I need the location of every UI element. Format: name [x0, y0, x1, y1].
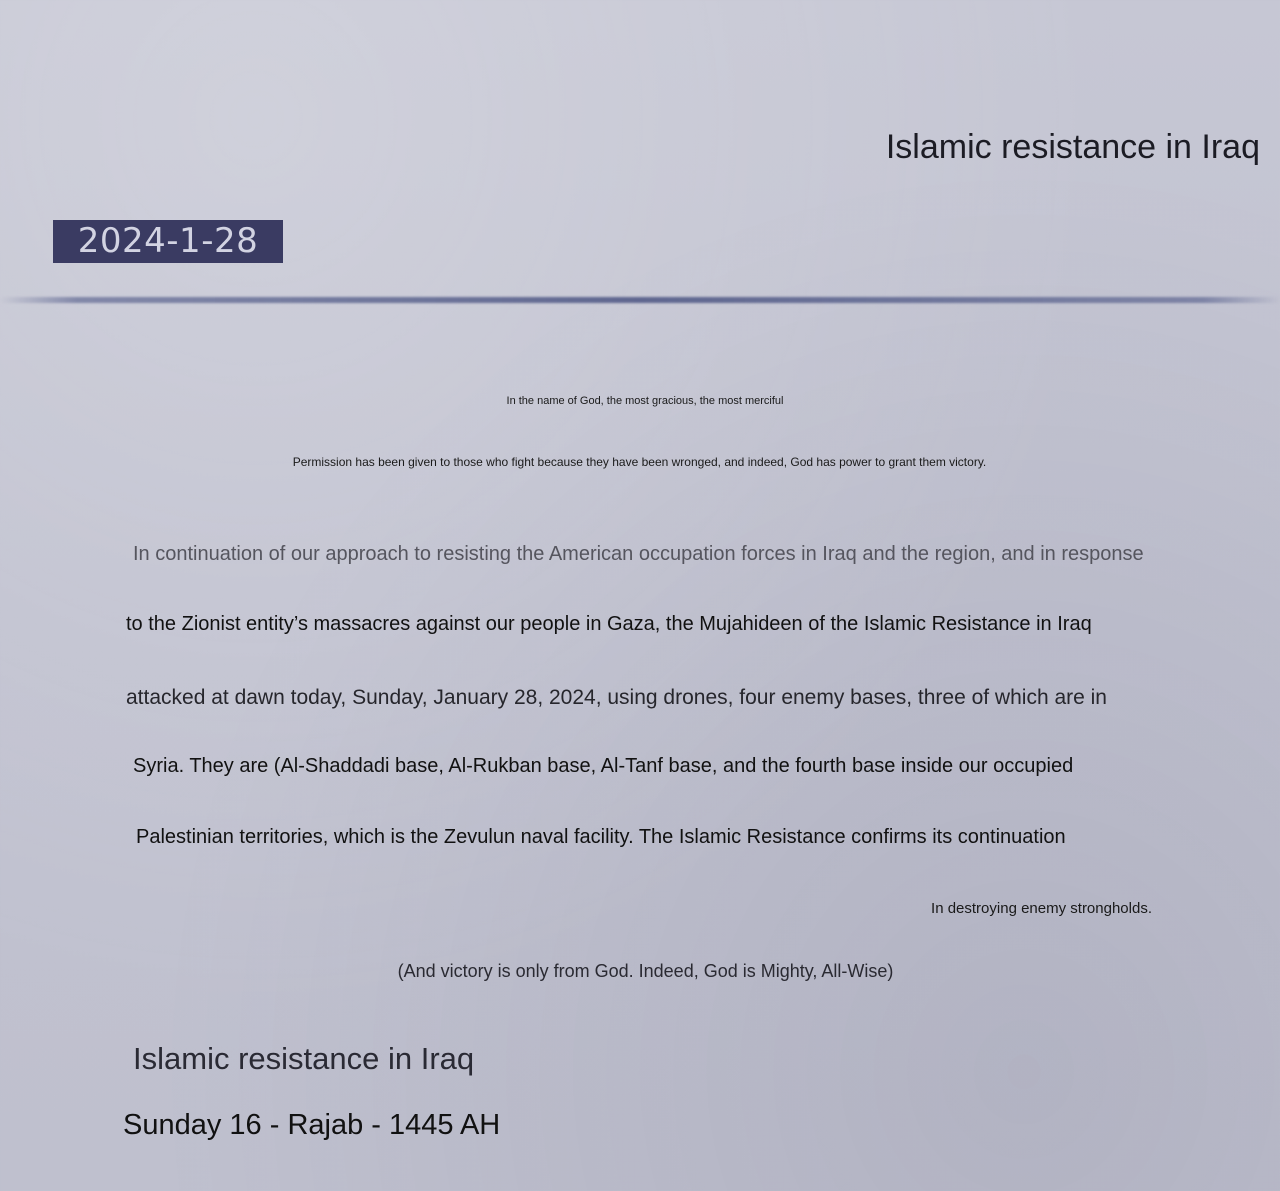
basmala-text: In the name of God, the most gracious, the most merciful [506, 395, 784, 407]
header-divider [0, 297, 1280, 303]
statement-line-3: attacked at dawn today, Sunday, January 28, 2024, using drones, four enemy bases, three of which are in [126, 686, 1107, 709]
statement-line-6: In destroying enemy strongholds. [931, 900, 1152, 917]
header-title: Islamic resistance in Iraq [885, 128, 1260, 166]
signature-date: Sunday 16 - Rajab - 1445 AH [123, 1109, 501, 1141]
statement-line-5: Palestinian territories, which is the Zevulun naval facility. The Islamic Resistance confirms its continuation [136, 826, 1066, 848]
statement-line-2: to the Zionist entity’s massacres against our people in Gaza, the Mujahideen of the Islamic Resistance in Iraq [126, 613, 1092, 635]
statement-line-1: In continuation of our approach to resisting the American occupation forces in Iraq and the region, and in response [133, 543, 1144, 565]
closing-text: (And victory is only from God. Indeed, God is Mighty, All-Wise) [397, 961, 894, 981]
statement-line-4: Syria. They are (Al-Shaddadi base, Al-Rukban base, Al-Tanf base, and the fourth base inside our occupied [133, 755, 1074, 777]
signature-name: Islamic resistance in Iraq [133, 1041, 475, 1076]
verse-text: Permission has been given to those who fight because they have been wronged, and indeed, God has power to grant them victory. [292, 455, 987, 469]
date-badge: 2024-1-28 [53, 220, 283, 263]
